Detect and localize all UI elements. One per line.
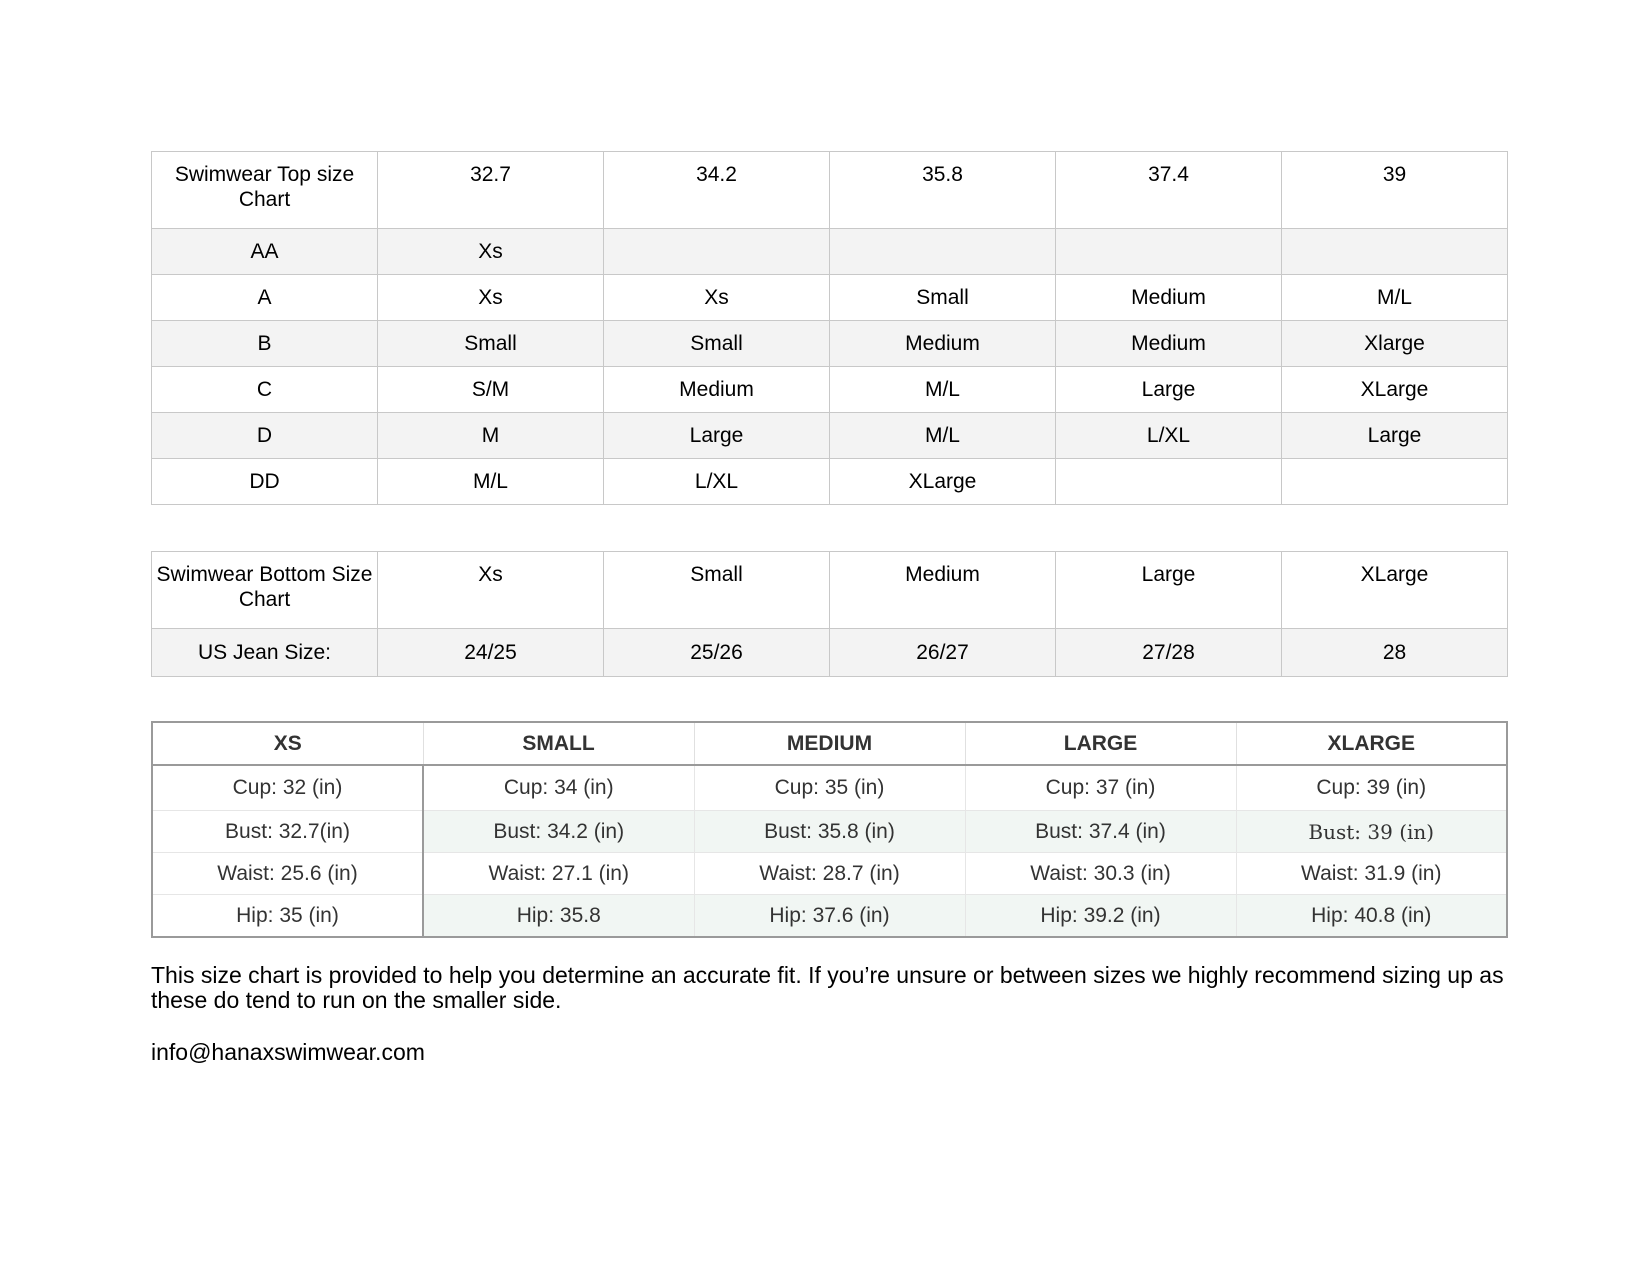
table-cell: Waist: 30.3 (in): [965, 853, 1236, 895]
table-cell: Cup: 32 (in): [152, 765, 423, 811]
row-header: B: [152, 321, 378, 367]
table-cell: M/L: [830, 413, 1056, 459]
table-cell: L/XL: [1056, 413, 1282, 459]
column-header: XS: [152, 722, 423, 765]
table-row: [152, 367, 1508, 413]
column-header: XLarge: [1282, 552, 1508, 629]
table-cell: Medium: [604, 367, 830, 413]
table-cell: [1056, 459, 1282, 505]
row-header: DD: [152, 459, 378, 505]
body-measurements-chart: [151, 721, 1508, 938]
column-header: Xs: [378, 552, 604, 629]
table-cell: Hip: 35.8: [423, 895, 694, 938]
table-cell: Bust: 35.8 (in): [694, 811, 965, 853]
table-cell: M/L: [1282, 275, 1508, 321]
table-cell: Cup: 34 (in): [423, 765, 694, 811]
contact-email: info@hanaxswimwear.com: [151, 1039, 425, 1065]
table-cell: Bust: 39 (in): [1236, 811, 1507, 853]
table-cell: 24/25: [378, 629, 604, 677]
table-header-row: [152, 552, 1508, 629]
table-cell: Small: [604, 321, 830, 367]
table-row: [152, 321, 1508, 367]
column-header: XLARGE: [1236, 722, 1507, 765]
table-cell: Xlarge: [1282, 321, 1508, 367]
table-cell: Waist: 25.6 (in): [152, 853, 423, 895]
table-cell: XLarge: [1282, 367, 1508, 413]
table-cell: Hip: 40.8 (in): [1236, 895, 1507, 938]
table-cell: Bust: 32.7(in): [152, 811, 423, 853]
table-cell: Cup: 37 (in): [965, 765, 1236, 811]
table-row: [152, 275, 1508, 321]
table-cell: Medium: [1056, 321, 1282, 367]
table-cell: XLarge: [830, 459, 1056, 505]
table-cell: Waist: 28.7 (in): [694, 853, 965, 895]
column-header: 37.4: [1056, 152, 1282, 229]
table-cell: Waist: 27.1 (in): [423, 853, 694, 895]
table-row: [152, 229, 1508, 275]
table-cell: M/L: [378, 459, 604, 505]
column-header: 34.2: [604, 152, 830, 229]
table-cell: Hip: 37.6 (in): [694, 895, 965, 938]
table-cell: Hip: 39.2 (in): [965, 895, 1236, 938]
table-title-cell: Swimwear Top size Chart: [152, 152, 378, 229]
table-header-row: [152, 152, 1508, 229]
table-cell: Medium: [830, 321, 1056, 367]
table-cell: [1056, 229, 1282, 275]
row-header: AA: [152, 229, 378, 275]
row-header: US Jean Size:: [152, 629, 378, 677]
table-cell: 25/26: [604, 629, 830, 677]
table-row: [152, 459, 1508, 505]
table-title-cell: Swimwear Bottom Size Chart: [152, 552, 378, 629]
column-header: LARGE: [965, 722, 1236, 765]
table-cell: Xs: [604, 275, 830, 321]
swimwear-top-size-chart: [151, 151, 1508, 505]
table-cell: Medium: [1056, 275, 1282, 321]
table-row: [152, 895, 1507, 938]
column-header: 35.8: [830, 152, 1056, 229]
table-cell: Xs: [378, 229, 604, 275]
column-header: Small: [604, 552, 830, 629]
row-header: D: [152, 413, 378, 459]
table-cell: Cup: 39 (in): [1236, 765, 1507, 811]
column-header: 32.7: [378, 152, 604, 229]
table-cell: Small: [378, 321, 604, 367]
table-cell: [1282, 459, 1508, 505]
table-cell: 28: [1282, 629, 1508, 677]
table-cell: [1282, 229, 1508, 275]
row-header: C: [152, 367, 378, 413]
table-cell: 26/27: [830, 629, 1056, 677]
table-cell: Bust: 34.2 (in): [423, 811, 694, 853]
table-cell: L/XL: [604, 459, 830, 505]
table-cell: Waist: 31.9 (in): [1236, 853, 1507, 895]
table-cell: Small: [830, 275, 1056, 321]
table-row: [152, 765, 1507, 811]
table-row: [152, 629, 1508, 677]
table-cell: [830, 229, 1056, 275]
table-cell: Large: [1056, 367, 1282, 413]
table-header-row: [152, 722, 1507, 765]
table-row: [152, 853, 1507, 895]
table-cell: [604, 229, 830, 275]
table-cell: Large: [1282, 413, 1508, 459]
table-cell: 27/28: [1056, 629, 1282, 677]
swimwear-bottom-size-chart: [151, 551, 1508, 677]
column-header: Medium: [830, 552, 1056, 629]
column-header: MEDIUM: [694, 722, 965, 765]
table-cell: Hip: 35 (in): [152, 895, 423, 938]
column-header: Large: [1056, 552, 1282, 629]
table-cell: Bust: 37.4 (in): [965, 811, 1236, 853]
table-cell: Xs: [378, 275, 604, 321]
row-header: A: [152, 275, 378, 321]
column-header: 39: [1282, 152, 1508, 229]
table-cell: M: [378, 413, 604, 459]
table-cell: Large: [604, 413, 830, 459]
table-cell: S/M: [378, 367, 604, 413]
table-cell: M/L: [830, 367, 1056, 413]
table-row: [152, 811, 1507, 853]
size-chart-note: This size chart is provided to help you determine an accurate fit. If you’re unsure or between sizes we highly recommend sizing up as these do tend to run on the smaller side.: [151, 962, 1504, 1013]
column-header: SMALL: [423, 722, 694, 765]
table-row: [152, 413, 1508, 459]
table-cell: Cup: 35 (in): [694, 765, 965, 811]
